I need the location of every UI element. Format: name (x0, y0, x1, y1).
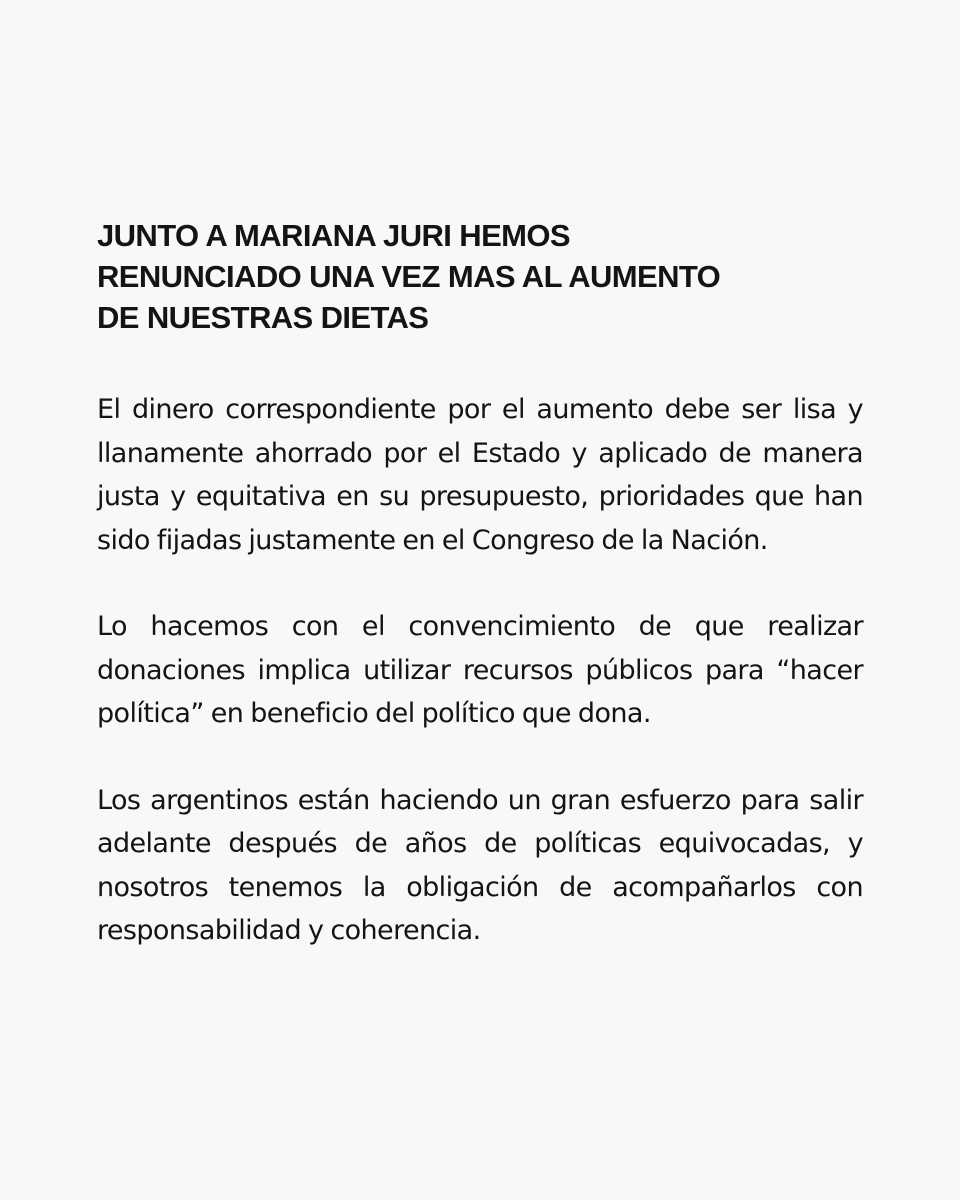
paragraph-2: Lo hacemos con el convencimiento de que realizar donaciones implica utilizar recursos públicos para “hacer política” en beneficio del político que dona. (97, 611, 863, 729)
title-line-1: JUNTO A MARIANA JURI HEMOS (97, 218, 570, 253)
title-line-3: DE NUESTRAS DIETAS (97, 300, 429, 335)
paragraph-3: Los argentinos están haciendo un gran esfuerzo para salir adelante después de años de políticas equivocadas, y nosotros tenemos la obligación de acompañarlos con responsabilidad y coherencia. (97, 784, 863, 946)
title-line-2: RENUNCIADO UNA VEZ MAS AL AUMENTO (97, 259, 721, 294)
statement-title (97, 215, 863, 338)
statement-body (97, 388, 863, 953)
statement-card (97, 215, 863, 953)
paragraph-1: El dinero correspondiente por el aumento debe ser lisa y llanamente ahorrado por el Estado y aplicado de manera justa y equitativa en su presupuesto, prioridades que han sido fijadas justamente en el Congreso de la Nación. (97, 394, 863, 556)
